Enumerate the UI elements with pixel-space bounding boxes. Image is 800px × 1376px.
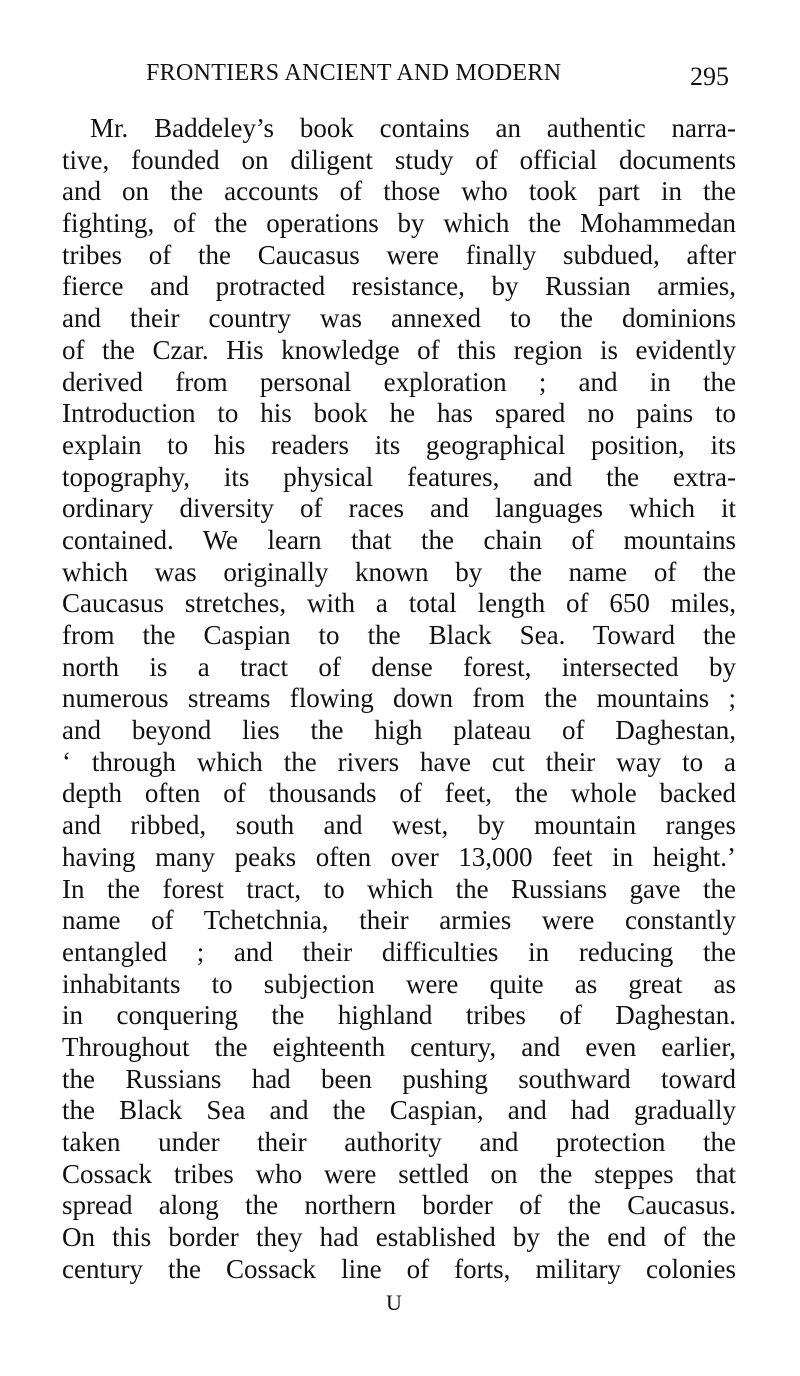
text-line: the Russians had been pushing southward toward — [62, 1063, 736, 1094]
text-line: On this border they had established by the end of the — [62, 1222, 736, 1253]
text-line: In the forest tract, to which the Russians gave the — [62, 873, 736, 904]
text-line: inhabitants to subjection were quite as great as — [62, 968, 736, 999]
text-line: explain to his readers its geographical position, its — [62, 429, 736, 460]
text-line: depth often of thousands of feet, the whole backed — [62, 778, 736, 809]
text-line: numerous streams flowing down from the mountains ; — [62, 683, 736, 714]
body-paragraph — [62, 113, 736, 1285]
text-line: Cossack tribes who were settled on the steppes that — [62, 1158, 736, 1189]
text-line: from the Caspian to the Black Sea. Toward the — [62, 620, 736, 650]
text-line: Caucasus stretches, with a total length of 650 miles, — [62, 588, 736, 619]
running-title: FRONTIERS ANCIENT AND MODERN — [146, 60, 562, 86]
text-line: north is a tract of dense forest, intersected by — [62, 651, 736, 682]
text-line: and ribbed, south and west, by mountain ranges — [62, 810, 736, 841]
text-line: ‘ through which the rivers have cut their way to a — [62, 746, 736, 777]
text-line: tive, founded on diligent study of official documents — [62, 144, 736, 175]
text-line: Introduction to his book he has spared no pains to — [62, 398, 736, 429]
text-line: in conquering the highland tribes of Daghestan. — [62, 1000, 736, 1031]
text-line: and beyond lies the high plateau of Daghestan, — [62, 715, 736, 746]
text-line: having many peaks often over 13,000 feet in height.’ — [62, 841, 736, 872]
text-line: and their country was annexed to the dominions — [62, 303, 736, 334]
text-line: century the Cossack line of forts, military colonies — [62, 1253, 736, 1284]
signature-mark: U — [386, 1290, 402, 1315]
text-line: topography, its physical features, and the extra- — [62, 461, 736, 492]
text-line: and on the accounts of those who took part in the — [62, 176, 736, 207]
text-line: which was originally known by the name of the — [62, 556, 736, 587]
text-line: fierce and protracted resistance, by Russian armies, — [62, 271, 736, 302]
text-line: of the Czar. His knowledge of this region is evidently — [62, 334, 736, 365]
text-line: derived from personal exploration ; and in the — [62, 366, 736, 397]
text-line: taken under their authority and protection the — [62, 1127, 736, 1157]
text-line: Mr. Baddeley’s book contains an authentic narra- — [90, 113, 736, 143]
text-line: fighting, of the operations by which the Mohammedan — [62, 208, 736, 239]
page-number: 295 — [690, 62, 729, 91]
text-line: spread along the northern border of the Caucasus. — [62, 1190, 736, 1221]
text-line: the Black Sea and the Caspian, and had gradually — [62, 1095, 736, 1126]
text-line: entangled ; and their difficulties in reducing the — [62, 936, 736, 967]
text-line: ordinary diversity of races and languages which it — [62, 493, 736, 524]
text-line: name of Tchetchnia, their armies were constantly — [62, 905, 736, 936]
text-line: contained. We learn that the chain of mountains — [62, 524, 736, 555]
text-line: tribes of the Caucasus were finally subdued, after — [62, 239, 736, 270]
text-line: Throughout the eighteenth century, and even earlier, — [62, 1031, 736, 1062]
